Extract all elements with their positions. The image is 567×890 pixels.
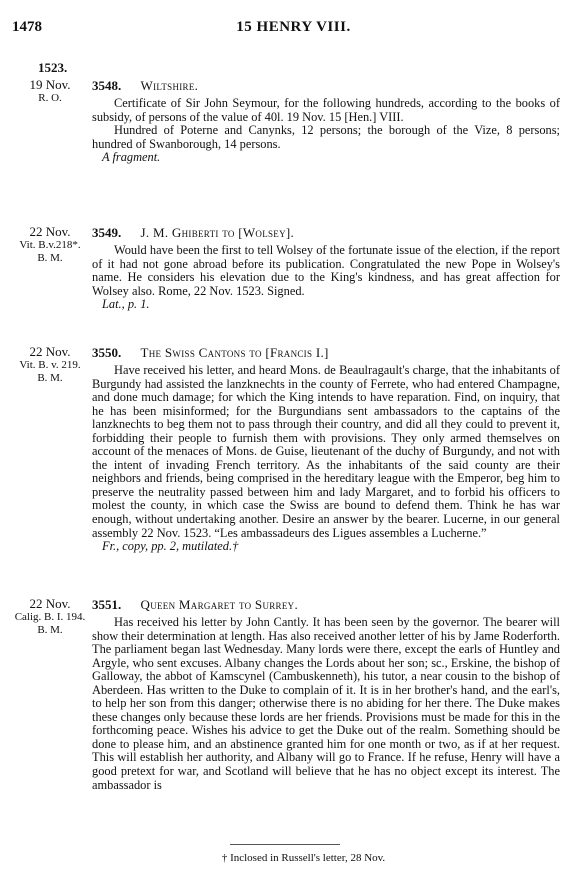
entry-margin (12, 345, 88, 386)
footnote-divider (230, 844, 340, 845)
entry-location: R. O. (38, 91, 62, 104)
entry-margin (12, 78, 88, 105)
entry-date: 22 Nov. (29, 224, 71, 239)
entry-note: A fragment. (102, 150, 161, 165)
entry-number: 3549. (92, 225, 122, 240)
entry-number: 3548. (92, 78, 122, 93)
entry-title: J. M. Ghiberti to [Wolsey]. (140, 225, 295, 240)
year-heading: 1523. (38, 60, 68, 75)
entry-date: 19 Nov. (29, 77, 71, 92)
entry-number: 3550. (92, 345, 122, 360)
entry-paragraph: Have received his letter, and heard Mons. de Beaulragault's charge, that the inhabitants of Burgundy had assisted the lanzknechts in the county of Ferrete, who had entered Champagne, and done much damage; for which the King intends to have reparation. Find, on inquiry, that he has been misinformed; for the Burgundians sent ambassadors to the captains of the lanzknechts to beg them not to pass through their country, and did all they could to prevent it, forbidding their people to furnish them with provisions. They only armed themselves on account of the menaces of Mons. de Guise, lieutenant of the duchy of Burgundy, and not with the intent of invading French territory. As the inhabitants of the said county are their neighbors and friends, being comprised in the hereditary league with the Emperor, beg him to preserve the neutrality passed between him and lady Margaret, and to forbid his officers to molest the county, in which case the Swiss are bound to defend them. Think he has war enough, without undertaking another. Desire an answer by the bearer. Lucerne, in our general assembly 22 Nov. 1523. “Les ambassadeurs des Ligues assembles a Lucherne.” (92, 363, 560, 540)
entry-reference: Calig. B. I. 194. (14, 610, 86, 623)
entry-heading (92, 345, 329, 361)
entry-date: 22 Nov. (29, 344, 71, 359)
page-number: 1478 (12, 19, 42, 35)
entry-body (92, 364, 560, 554)
entry-location: B. M. (37, 372, 63, 384)
page-header (0, 19, 567, 39)
entry-location: B. M. (37, 252, 63, 264)
entry-heading (92, 78, 198, 94)
entry-paragraph: Hundred of Poterne and Canynks, 12 persons; the borough of the Vize, 8 persons; hundred of Swanborough, 14 persons. (92, 123, 560, 151)
entry-paragraph: Certificate of Sir John Seymour, for the following hundreds, according to the books of subsidy, of persons of the value of 40l. 19 Nov. 15 [Hen.] VIII. (92, 96, 560, 124)
entry-number: 3551. (92, 597, 122, 612)
entry-body (92, 97, 560, 165)
footnote: † Inclosed in Russell's letter, 28 Nov. (221, 852, 386, 864)
entry-note: Lat., p. 1. (102, 297, 150, 312)
entry-location: B. M. (37, 624, 63, 636)
entry-date: 22 Nov. (29, 596, 71, 611)
entry-title: Queen Margaret to Surrey. (140, 597, 299, 612)
entry-note: Fr., copy, pp. 2, mutilated.† (102, 539, 239, 554)
entry-paragraph: Has received his letter by John Cantly. It has been seen by the governor. The bearer will show their determination at length. Has also received another letter of his by Jame Roderforth. The parliament began last Wednesday. Many lords were there, except the earls of Huntley and Argyle, who sent excuses. Albany changes the Lords about her son; sc., Erskine, the bishop of Galloway, the abbot of Kamscynel (Cambuskenneth), his tutor, a near cousin to the bishop of Aberdeen. Has written to the Duke to complain of it. It is in her brother's hand, and the earl's, to help her son from this danger; otherwise there is no abiding for her there. The Duke makes these changes only because these lords are her friends. Provisions must be made for this in the forthcoming peace. Wishes his advice to get the Duke out of the realm. Something should be done to please him, and an abstinence granted him for one month or two, as if at her request. This will establish her authority, and Albany will go to France. If he refuse, Henry will have a good pretext for war, and Scotland will believe that he has no object except its interest. The ambassador is (92, 615, 560, 792)
entry-margin (12, 597, 88, 638)
entry-margin (12, 225, 88, 266)
entry-reference: Vit. B.v.218*. (19, 238, 81, 251)
entry-body (92, 244, 560, 312)
entry-heading (92, 225, 294, 241)
running-title: 15 HENRY VIII. (236, 19, 351, 35)
entry-reference: Vit. B. v. 219. (19, 358, 81, 371)
entry-paragraph: Would have been the first to tell Wolsey of the fortunate issue of the election, if the report of it had not gone abroad before its publication. Congratulated the new Pope in Wolsey's name. He considers his elevation due to the King's kindness, and has great affection for Wolsey also. Rome, 22 Nov. 1523. Signed. (92, 243, 560, 298)
entry-title: Wiltshire. (140, 78, 199, 93)
entry-body (92, 616, 560, 792)
entry-heading (92, 597, 298, 613)
entry-title: The Swiss Cantons to [Francis I.] (140, 345, 329, 360)
